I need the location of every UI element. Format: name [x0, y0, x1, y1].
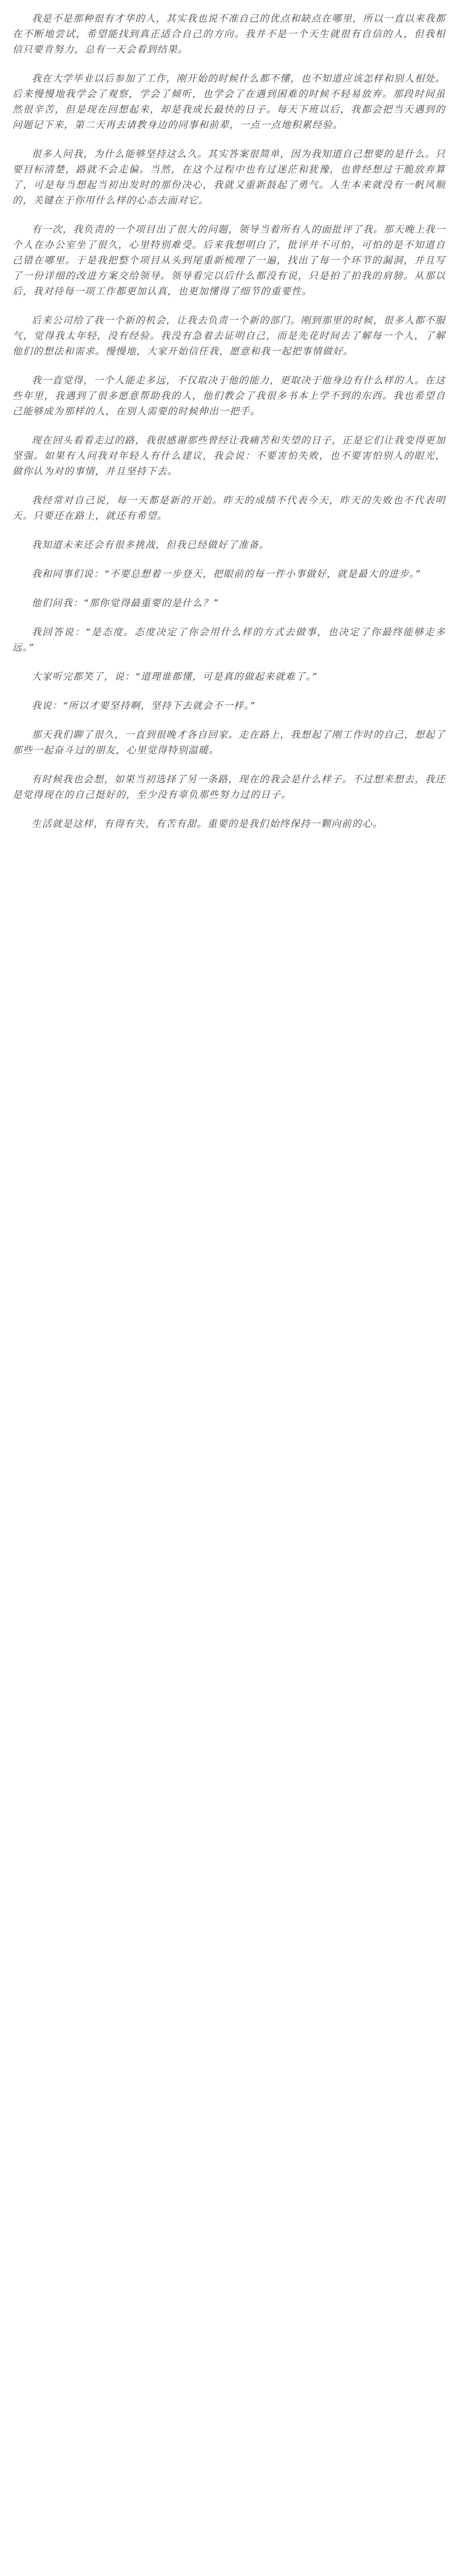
- paragraph-17: 生活就是这样，有得有失，有苦有甜。重要的是我们始终保持一颗向前的心。: [32, 818, 383, 829]
- paragraph-1: 我是不是那种很有才华的人，其实我也说不准自己的优点和缺点在哪里，所以一直以来我都在不断地尝试，希望能找到真正适合自己的方向。我并不是一个天生就很有自信的人，但我相信只要肯努力，总有一天会看到结果。: [12, 13, 446, 55]
- paragraph-12: 我回答说：“是态度。态度决定了你会用什么样的方式去做事，也决定了你最终能够走多远。”: [12, 627, 446, 653]
- paragraph-6: 我一直觉得，一个人能走多远，不仅取决于他的能力，更取决于他身边有什么样的人。在这些年里，我遇到了很多愿意帮助我的人，他们教会了我很多书本上学不到的东西。我也希望自己能够成为那样的人，在别人需要的时候伸出一把手。: [12, 375, 446, 417]
- paragraph-4: 有一次，我负责的一个项目出了很大的问题，领导当着所有人的面批评了我。那天晚上我一个人在办公室坐了很久，心里特别难受。后来我想明白了，批评并不可怕，可怕的是不知道自己错在哪里。于是我把整个项目从头到尾重新梳理了一遍，找出了每一个环节的漏洞，并且写了一份详细的改进方案交给领导。领导看完以后什么都没有说，只是拍了拍我的肩膀。从那以后，我对待每一项工作都更加认真，也更加懂得了细节的重要性。: [12, 224, 446, 297]
- paragraph-13: 大家听完都笑了，说：“道理谁都懂，可是真的做起来就难了。”: [32, 671, 318, 682]
- paragraph-15: 那天我们聊了很久，一直到很晚才各自回家。走在路上，我想起了刚工作时的自己，想起了那些一起奋斗过的朋友，心里觉得特别温暖。: [12, 729, 446, 756]
- paragraph-2: 我在大学毕业以后参加了工作，刚开始的时候什么都不懂，也不知道应该怎样和别人相处。后来慢慢地我学会了观察，学会了倾听，也学会了在遇到困难的时候不轻易放弃。那段时间虽然很辛苦，但是现在回想起来，却是我成长最快的日子。每天下班以后，我都会把当天遇到的问题记下来，第二天再去请教身边的同事和前辈，一点一点地积累经验。: [12, 73, 446, 131]
- paragraph-5: 后来公司给了我一个新的机会，让我去负责一个新的部门。刚到那里的时候，很多人都不服气，觉得我太年轻，没有经验。我没有急着去证明自己，而是先花时间去了解每一个人，了解他们的想法和需求。慢慢地，大家开始信任我，愿意和我一起把事情做好。: [12, 315, 446, 357]
- paragraph-14: 我说：“所以才要坚持啊，坚持下去就会不一样。”: [32, 700, 256, 711]
- paragraph-8: 我经常对自己说，每一天都是新的开始。昨天的成绩不代表今天，昨天的失败也不代表明天。只要还在路上，就还有希望。: [12, 495, 446, 521]
- paragraph-7: 现在回头看看走过的路，我很感谢那些曾经让我痛苦和失望的日子，正是它们让我变得更加坚强。如果有人问我对年轻人有什么建议，我会说：不要害怕失败，也不要害怕别人的眼光，做你认为对的事情，并且坚持下去。: [12, 435, 446, 477]
- paragraph-10: 我和同事们说：“不要总想着一步登天，把眼前的每一件小事做好，就是最大的进步。”: [32, 568, 421, 580]
- article-body: [12, 11, 446, 832]
- paragraph-9: 我知道未来还会有很多挑战，但我已经做好了准备。: [32, 539, 270, 550]
- paragraph-11: 他们问我：“那你觉得最重要的是什么？”: [32, 597, 219, 609]
- paragraph-16: 有时候我也会想，如果当初选择了另一条路，现在的我会是什么样子。不过想来想去，我还是觉得现在的自己挺好的，至少没有辜负那些努力过的日子。: [12, 774, 446, 800]
- paragraph-3: 很多人问我，为什么能够坚持这么久。其实答案很简单，因为我知道自己想要的是什么。只要目标清楚，路就不会走偏。当然，在这个过程中也有过迷茫和犹豫，也曾经想过干脆放弃算了，可是每当想起当初出发时的那份决心，我就又重新鼓起了勇气。人生本来就没有一帆风顺的，关键在于你用什么样的心态去面对它。: [12, 148, 446, 206]
